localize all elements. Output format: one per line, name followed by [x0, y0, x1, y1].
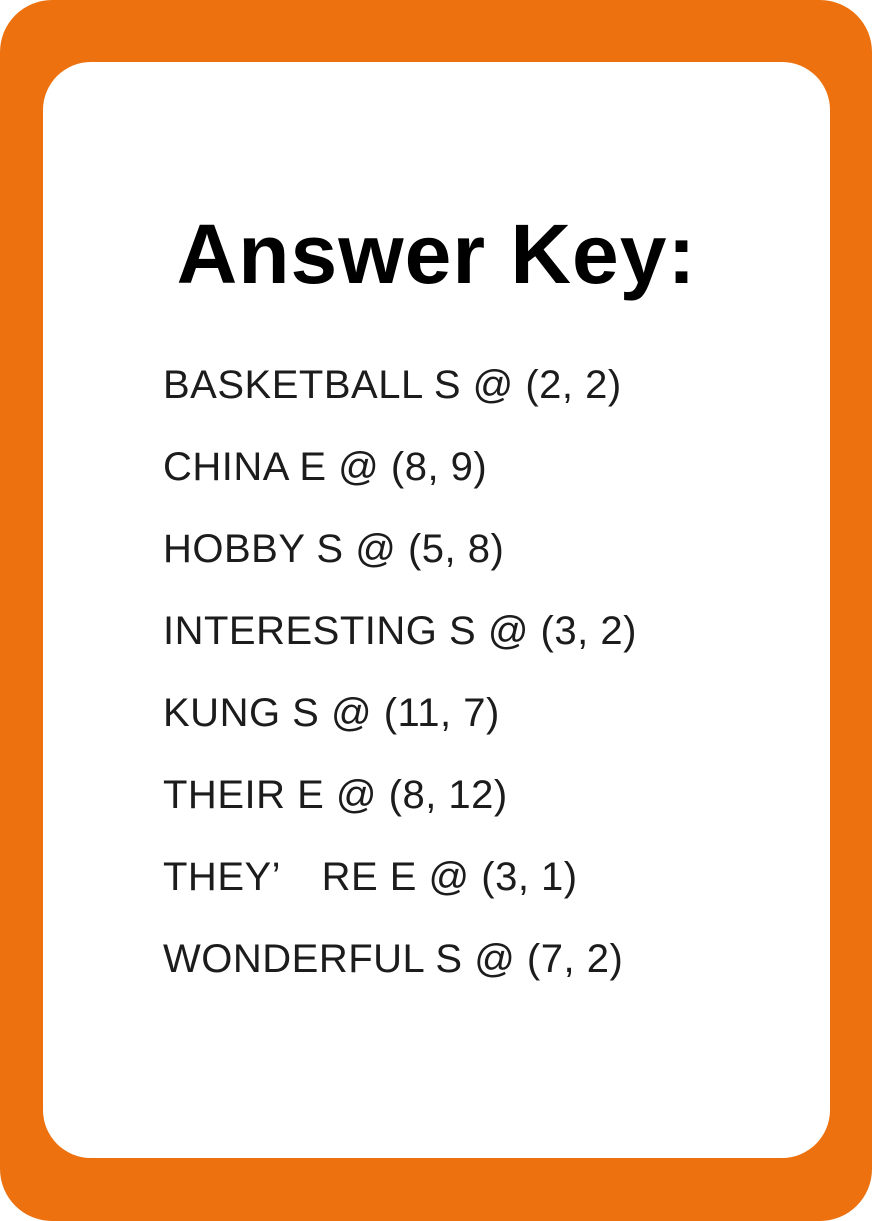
- answer-list: [43, 344, 830, 1000]
- answer-item: THEIR E @ (8, 12): [163, 773, 508, 817]
- answer-item: HOBBY S @ (5, 8): [163, 527, 505, 571]
- answer-item: INTERESTING S @ (3, 2): [163, 609, 637, 653]
- answer-item: BASKETBALL S @ (2, 2): [163, 363, 622, 407]
- answer-item: CHINA E @ (8, 9): [163, 445, 488, 489]
- answer-item: THEY’ RE E @ (3, 1): [163, 855, 578, 899]
- answer-item: WONDERFUL S @ (7, 2): [163, 937, 624, 981]
- page-title: Answer Key:: [176, 207, 697, 301]
- answer-card: [43, 62, 830, 1158]
- answer-item: KUNG S @ (11, 7): [163, 691, 500, 735]
